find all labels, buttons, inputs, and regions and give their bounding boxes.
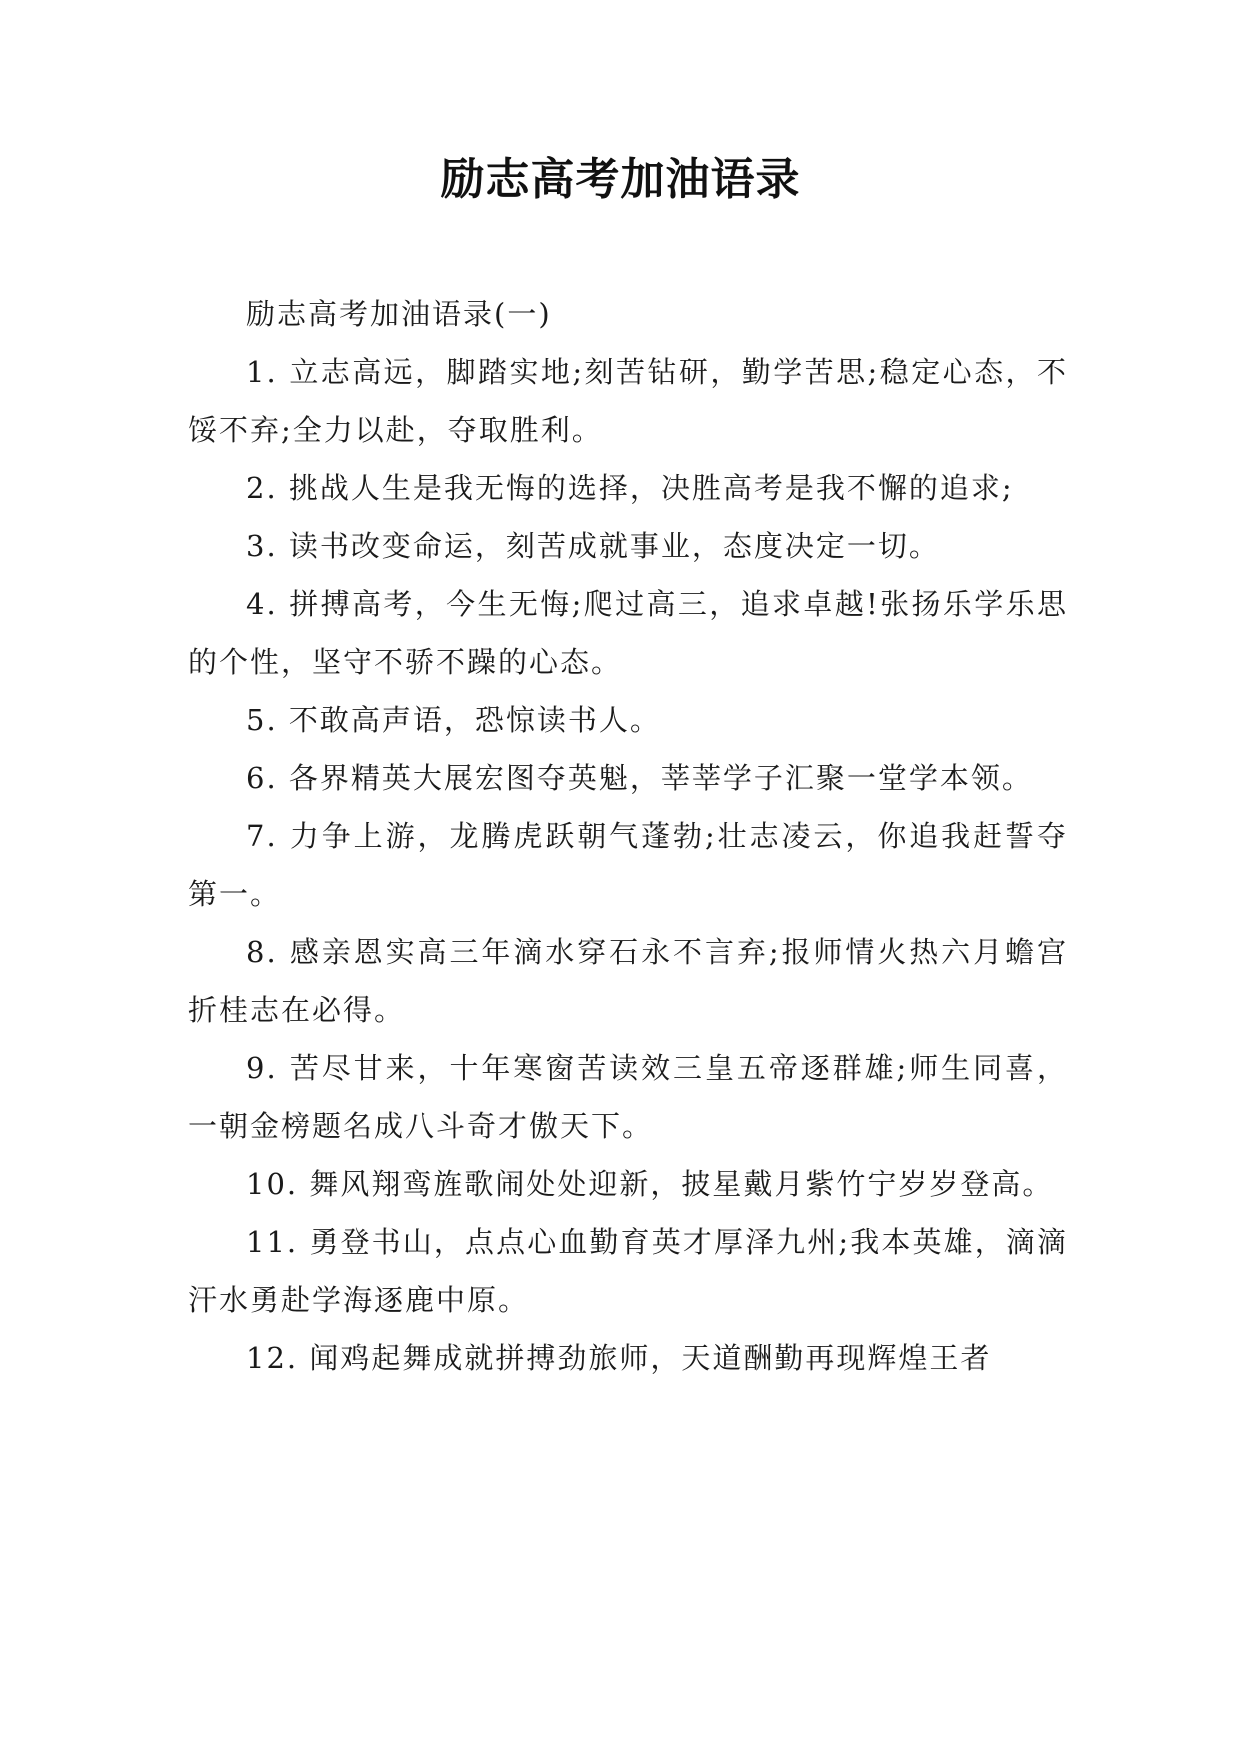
quote-item: 6. 各界精英大展宏图夺英魁，莘莘学子汇聚一堂学本领。	[246, 761, 1033, 795]
section-heading: 励志高考加油语录(一)	[246, 297, 552, 331]
quote-item: 1. 立志高远，脚踏实地;刻苦钻研，勤学苦思;稳定心态，不馁不弃;全力以赴，夺取胜利。	[188, 355, 1068, 447]
quote-item: 10. 舞风翔鸾旌歌闹处处迎新，披星戴月紫竹宁岁岁登高。	[246, 1167, 1054, 1201]
document-title: 励志高考加油语录	[440, 154, 801, 205]
quote-item: 2. 挑战人生是我无悔的选择，决胜高考是我不懈的追求;	[246, 471, 1014, 505]
quote-item: 4. 拼搏高考，今生无悔;爬过高三，追求卓越!张扬乐学乐思的个性，坚守不骄不躁的心态。	[188, 587, 1068, 679]
quote-item: 7. 力争上游，龙腾虎跃朝气蓬勃;壮志凌云，你追我赶誓夺第一。	[188, 819, 1068, 911]
quote-item: 11. 勇登书山，点点心血勤育英才厚泽九州;我本英雄，滴滴汗水勇赴学海逐鹿中原。	[188, 1225, 1068, 1317]
quote-item: 3. 读书改变命运，刻苦成就事业，态度决定一切。	[246, 529, 940, 563]
quote-item: 12. 闻鸡起舞成就拼搏劲旅师，天道酬勤再现辉煌王者	[246, 1341, 992, 1375]
quote-item: 9. 苦尽甘来，十年寒窗苦读效三皇五帝逐群雄;师生同喜，一朝金榜题名成八斗奇才傲天下。	[188, 1051, 1068, 1143]
quote-item: 8. 感亲恩实高三年滴水穿石永不言弃;报师情火热六月蟾宫折桂志在必得。	[188, 935, 1068, 1027]
document-body	[188, 285, 1068, 1387]
quote-item: 5. 不敢高声语，恐惊读书人。	[246, 703, 661, 737]
